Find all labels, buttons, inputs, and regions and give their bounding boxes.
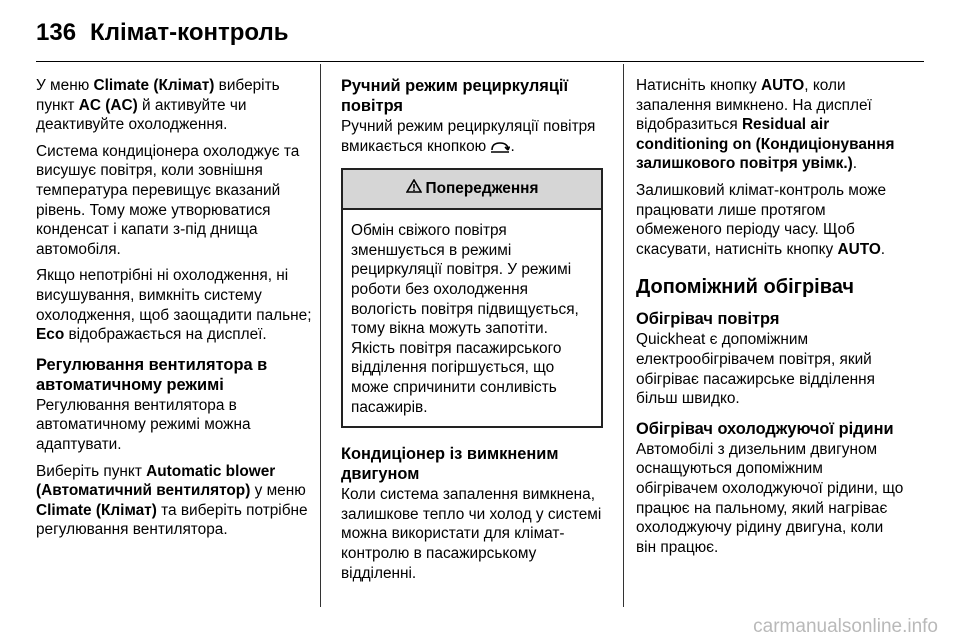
paragraph-recirculation: Ручний режим рециркуляції повітря вмикається кнопкою .: [341, 117, 603, 158]
heading-recirculation: Ручний режим рециркуляції повітря: [341, 77, 569, 115]
paragraph-eco: Якщо непотрібні ні охолодження, ні висушування, вимкніть систему охолодження, щоб заощадити пальне; Eco відображається на дисплеї.: [36, 267, 312, 344]
paragraph-residual-duration: Залишковий клімат-контроль може працювати лише протягом обмеженого періоду часу. Щоб скасувати, натисніть кнопку AUTO.: [636, 181, 887, 258]
paragraph-coolant-heater: Автомобілі з дизельним двигуном оснащуються допоміжним обігрівачем охолоджуючої рідини, що працює на пальному, який нагріває охолоджуючу рідину двигуна, коли він працює.: [636, 440, 904, 556]
page-header: [36, 14, 956, 52]
paragraph-ac-menu: У меню Climate (Клімат) виберіть пункт AC (AC) й активуйте чи деактивуйте охолодження.: [36, 77, 280, 134]
paragraph-quickheat: Quickheat є допоміжним електрообігрівачем повітря, який обігріває пасажирське відділення більш швидко.: [636, 331, 875, 408]
paragraph-condensate: Система кондиціонера охолоджує та висушує повітря, коли зовнішня температура перевищує вказаний рівень. Тому може утворюватися конденсат і капати з-під днища автомобіля.: [36, 142, 300, 258]
warning-triangle-icon: [406, 179, 422, 199]
paragraph-auto-blower: Регулювання вентилятора в автоматичному режимі можна адаптувати.: [36, 396, 251, 453]
warning-title: Попередження: [425, 180, 539, 198]
page-title: Клімат-контроль: [90, 19, 289, 46]
warning-box: [341, 168, 603, 428]
column-2: [341, 76, 603, 590]
heading-coolant-heater: Обігрівач охолоджуючої рідини: [636, 419, 894, 438]
recirculation-icon: [490, 139, 510, 159]
paragraph-select-blower: Виберіть пункт Automatic blower (Автоматичний вентилятор) у меню Climate (Клімат) та виберіть потрібне регулювання вентилятора.: [36, 462, 308, 539]
watermark: carmanualsonline.info: [753, 616, 938, 637]
heading-air-heater: Обігрівач повітря: [636, 310, 780, 329]
warning-header: [343, 170, 601, 210]
column-3: [636, 76, 906, 564]
paragraph-engine-off-ac: Коли система запалення вимкнена, залишкове тепло чи холод у системі можна використати для клімат-контролю в пасажирському відділенні.: [341, 486, 602, 582]
column-divider-1: [320, 64, 321, 607]
paragraph-auto-button: Натисніть кнопку AUTO, коли запалення вимкнено. На дисплеї відобразиться Residual air conditioning on (Кондиціонування залишкового повітря увімк.).: [636, 77, 895, 173]
heading-auxiliary-heater: Допоміжний обігрівач: [636, 276, 854, 299]
heading-auto-blower: Регулювання вентилятора в автоматичному режимі: [36, 355, 268, 394]
warning-body: Обмін свіжого повітря зменшується в режимі рециркуляції повітря. У режимі роботи без охолодження вологість повітря підвищується, тому вікна можуть запотіти. Якість повітря пасажирського відділення погіршується, що може спричинити сонливість пасажирів.: [351, 222, 579, 416]
heading-engine-off-ac: Кондиціонер із вимкненим двигуном: [341, 445, 559, 484]
header-divider: [36, 61, 924, 62]
column-divider-2: [623, 64, 624, 607]
column-1: [36, 76, 312, 547]
page-number: 136: [36, 19, 77, 46]
